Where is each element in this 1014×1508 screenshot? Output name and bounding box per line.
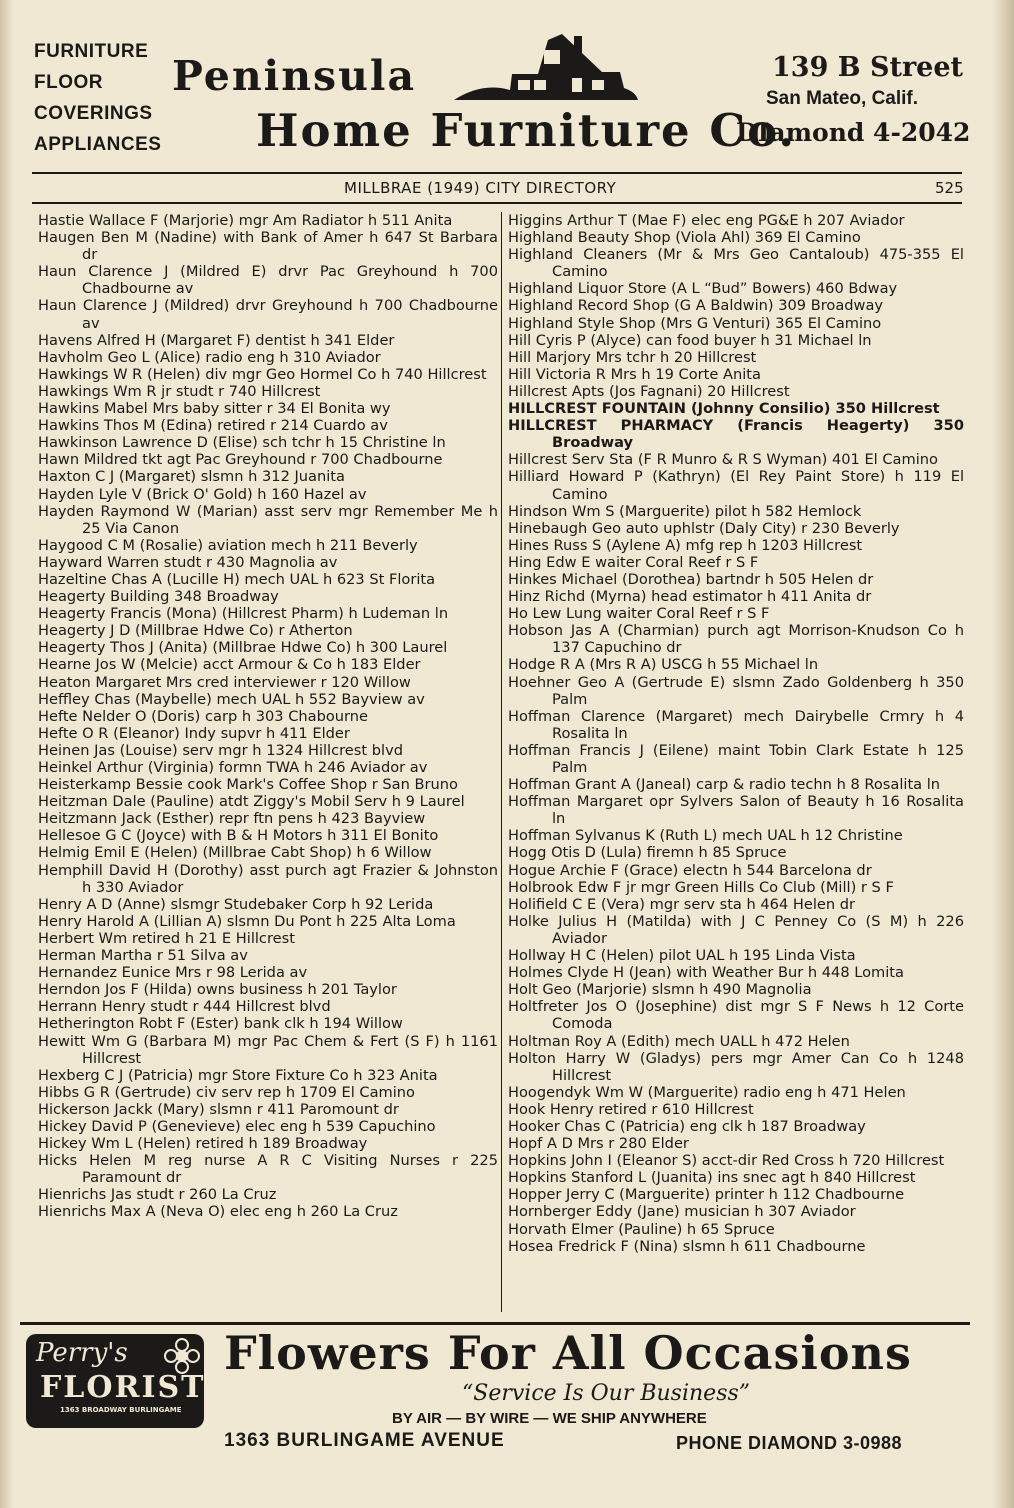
directory-entry: Hellesoe G C (Joyce) with B & H Motors h 311 El Bonito	[38, 827, 439, 845]
florist-logo-name: Perry's	[36, 1338, 128, 1368]
florist-delivery: BY AIR — BY WIRE — WE SHIP ANYWHERE	[392, 1410, 707, 1427]
directory-entry: Horvath Elmer (Pauline) h 65 Spruce	[508, 1220, 775, 1238]
store-city: San Mateo, Calif.	[766, 88, 919, 109]
florist-slogan: “Service Is Our Business”	[462, 1381, 751, 1406]
directory-entry: Hing Edw E waiter Coral Reef r S F	[508, 553, 759, 571]
column-divider	[501, 212, 502, 1312]
directory-entry: Herndon Jos F (Hilda) owns business h 201 Taylor	[38, 981, 397, 999]
directory-entry: Hayward Warren studt r 430 Magnolia av	[38, 553, 338, 571]
directory-entry: Henry Harold A (Lillian A) slsmn Du Pont h 225 Alta Loma	[38, 912, 456, 930]
directory-entry: Hook Henry retired r 610 Hillcrest	[508, 1100, 754, 1118]
directory-entry: Haugen Ben M (Nadine) with Bank of Amer h 647 St Barbara dr	[38, 229, 498, 264]
florist-logo-address: 1363 BROADWAY BURLINGAME	[60, 1406, 182, 1414]
directory-entry: Hoffman Grant A (Janeal) carp & radio techn h 8 Rosalita ln	[508, 776, 941, 794]
directory-entry: Holtfreter Jos O (Josephine) dist mgr S F News h 12 Corte Comoda	[508, 998, 964, 1033]
store-phone: DIamond 4-2042	[736, 118, 971, 147]
directory-entry: Hexberg C J (Patricia) mgr Store Fixture Co h 323 Anita	[38, 1066, 438, 1084]
directory-entry: Henry A D (Anne) slsmgr Studebaker Corp h 92 Lerida	[38, 895, 434, 913]
directory-entry: Hornberger Eddy (Jane) musician h 307 Aviador	[508, 1203, 856, 1221]
page-edge	[992, 0, 1014, 1508]
directory-entry: Hickey David P (Genevieve) elec eng h 539 Capuchino	[38, 1117, 436, 1135]
page-number: 525	[935, 179, 964, 197]
directory-entry: Hopkins John I (Eleanor S) acct-dir Red Cross h 720 Hillcrest	[508, 1152, 945, 1170]
directory-entry: Hawkings Wm R jr studt r 740 Hillcrest	[38, 382, 321, 400]
directory-entry: Heaton Margaret Mrs cred interviewer r 120 Willow	[38, 673, 411, 691]
florist-logo-word: FLORIST	[40, 1370, 206, 1405]
directory-entry: Haun Clarence J (Mildred) drvr Greyhound h 700 Chadbourne av	[38, 297, 498, 332]
directory-entry: Hopper Jerry C (Marguerite) printer h 112 Chadbourne	[508, 1186, 905, 1204]
category-coverings: COVERINGS	[34, 103, 153, 124]
directory-entry: Hicks Helen M reg nurse A R C Visiting Nurses r 225 Paramount dr	[38, 1152, 498, 1187]
header-rule-lower	[32, 202, 962, 204]
directory-entry: Hawkins Mabel Mrs baby sitter r 34 El Bonita wy	[38, 400, 391, 418]
directory-entry: Haxton C J (Margaret) slsmn h 312 Juanita	[38, 468, 345, 486]
directory-entry: Hibbs G R (Gertrude) civ serv rep h 1709 El Camino	[38, 1083, 415, 1101]
directory-entry: Hilliard Howard P (Kathryn) (El Rey Paint Store) h 119 El Camino	[508, 468, 964, 503]
directory-entry: Hayden Lyle V (Brick O' Gold) h 160 Hazel av	[38, 485, 367, 503]
directory-entry: Hinz Richd (Myrna) head estimator h 411 Anita dr	[508, 588, 872, 606]
directory-entry: Hawkins Thos M (Edina) retired r 214 Cuardo av	[38, 417, 388, 435]
directory-entry: Hindson Wm S (Marguerite) pilot h 582 Hemlock	[508, 502, 862, 520]
directory-entry: Herman Martha r 51 Silva av	[38, 947, 248, 965]
store-address: 139 B Street	[772, 52, 964, 83]
directory-entry: Hobson Jas A (Charmian) purch agt Morrison-Knudson Co h 137 Capuchino dr	[508, 622, 964, 657]
flower-icon	[164, 1338, 200, 1374]
directory-entry: Holtman Roy A (Edith) mech UALL h 472 Helen	[508, 1032, 850, 1050]
directory-entry: Hopkins Stanford L (Juanita) ins snec agt h 840 Hillcrest	[508, 1169, 916, 1187]
directory-entry: Heinen Jas (Louise) serv mgr h 1324 Hillcrest blvd	[38, 741, 403, 759]
directory-entry: Heitzman Dale (Pauline) atdt Ziggy's Mobil Serv h 9 Laurel	[38, 793, 465, 811]
running-head-title: MILLBRAE (1949) CITY DIRECTORY	[344, 179, 617, 197]
directory-entry: Highland Record Shop (G A Baldwin) 309 Broadway	[508, 297, 884, 315]
directory-entry: Hinebaugh Geo auto uphlstr (Daly City) r 230 Beverly	[508, 519, 900, 537]
directory-column-left	[38, 212, 498, 1221]
category-floor: FLOOR	[34, 72, 103, 93]
directory-entry: Highland Liquor Store (A L “Bud” Bowers) 460 Bdway	[508, 280, 898, 298]
directory-entry: Hollway H C (Helen) pilot UAL h 195 Linda Vista	[508, 947, 856, 965]
directory-entry: Hastie Wallace F (Marjorie) mgr Am Radiator h 511 Anita	[38, 212, 453, 229]
directory-entry: Hefte O R (Eleanor) Indy supvr h 411 Elder	[38, 724, 350, 742]
directory-entry: Havholm Geo L (Alice) radio eng h 310 Aviador	[38, 348, 381, 366]
directory-entry: Hawn Mildred tkt agt Pac Greyhound r 700 Chadbourne	[38, 451, 443, 469]
directory-entry: Hemphill David H (Dorothy) asst purch agt Frazier & Johnston h 330 Aviador	[38, 861, 498, 896]
directory-entry: Hoogendyk Wm W (Marguerite) radio eng h 471 Helen	[508, 1083, 906, 1101]
directory-entry: Holbrook Edw F jr mgr Green Hills Co Club (Mill) r S F	[508, 878, 894, 896]
directory-entry: Hillcrest Apts (Jos Fagnani) 20 Hillcrest	[508, 382, 790, 400]
directory-entry: Hayden Raymond W (Marian) asst serv mgr Remember Me h 25 Via Canon	[38, 502, 498, 537]
directory-entry: Hoffman Margaret opr Sylvers Salon of Beauty h 16 Rosalita ln	[508, 793, 964, 828]
directory-entry: Herbert Wm retired h 21 E Hillcrest	[38, 929, 295, 947]
directory-entry: Hoffman Clarence (Margaret) mech Dairybelle Crmry h 4 Rosalita ln	[508, 707, 964, 742]
directory-entry: Heagerty J D (Millbrae Hdwe Co) r Atherton	[38, 622, 353, 640]
directory-entry: Holton Harry W (Gladys) pers mgr Amer Can Co h 1248 Hillcrest	[508, 1049, 964, 1084]
header-rule	[32, 172, 962, 174]
directory-entry: Hines Russ S (Aylene A) mfg rep h 1203 Hillcrest	[508, 536, 863, 554]
footer-rule	[20, 1322, 970, 1325]
directory-entry: Heagerty Francis (Mona) (Hillcrest Pharm) h Ludeman ln	[38, 605, 449, 623]
directory-entry: Holke Julius H (Matilda) with J C Penney Co (S M) h 226 Aviador	[508, 912, 964, 947]
directory-entry: Heffley Chas (Maybelle) mech UAL h 552 Bayview av	[38, 690, 425, 708]
directory-column-right	[508, 212, 964, 1255]
directory-entry: Hoehner Geo A (Gertrude E) slsmn Zado Goldenberg h 350 Palm	[508, 673, 964, 708]
directory-entry: Hill Victoria R Mrs h 19 Corte Anita	[508, 365, 761, 383]
directory-entry: Hienrichs Jas studt r 260 La Cruz	[38, 1186, 277, 1204]
directory-entry: Hogue Archie F (Grace) electn h 544 Barcelona dr	[508, 861, 872, 879]
directory-entry: Hawkinson Lawrence D (Elise) sch tchr h 15 Christine ln	[38, 434, 446, 452]
directory-entry: Highland Cleaners (Mr & Mrs Geo Cantaloub) 475-355 El Camino	[508, 246, 964, 281]
directory-entry: Holmes Clyde H (Jean) with Weather Bur h 448 Lomita	[508, 964, 904, 982]
florist-phone: PHONE DIAMOND 3-0988	[676, 1433, 903, 1453]
directory-entry: Hogg Otis D (Lula) firemn h 85 Spruce	[508, 844, 787, 862]
directory-entry: Hill Cyris P (Alyce) can food buyer h 31 Michael ln	[508, 331, 872, 349]
directory-entry: Hickey Wm L (Helen) retired h 189 Broadway	[38, 1135, 368, 1153]
directory-entry: Higgins Arthur T (Mae F) elec eng PG&E h 207 Aviador	[508, 212, 905, 229]
house-illustration-icon	[452, 30, 640, 104]
directory-entry: Hooker Chas C (Patricia) eng clk h 187 Broadway	[508, 1117, 866, 1135]
florist-logo	[26, 1334, 204, 1428]
directory-entry: Helmig Emil E (Helen) (Millbrae Cabt Shop) h 6 Willow	[38, 844, 432, 862]
directory-entry: Heitzmann Jack (Esther) repr ftn pens h 423 Bayview	[38, 810, 426, 828]
directory-entry: Hickerson Jackk (Mary) slsmn r 411 Paromount dr	[38, 1100, 399, 1118]
directory-entry: Havens Alfred H (Margaret F) dentist h 341 Elder	[38, 331, 395, 349]
directory-entry: HILLCREST FOUNTAIN (Johnny Consilio) 350 Hillcrest	[508, 400, 940, 418]
directory-entry: Hazeltine Chas A (Lucille H) mech UAL h 623 St Florita	[38, 570, 436, 588]
directory-entry: Hinkes Michael (Dorothea) bartndr h 505 Helen dr	[508, 570, 874, 588]
directory-entry: Heagerty Building 348 Broadway	[38, 588, 279, 606]
directory-entry: Holt Geo (Marjorie) slsmn h 490 Magnolia	[508, 981, 812, 999]
directory-entry: Hawkings W R (Helen) div mgr Geo Hormel Co h 740 Hillcrest	[38, 365, 487, 383]
directory-entry: Highland Beauty Shop (Viola Ahl) 369 El Camino	[508, 229, 861, 247]
directory-entry: Hewitt Wm G (Barbara M) mgr Pac Chem & Fert (S F) h 1161 Hillcrest	[38, 1032, 498, 1067]
directory-entry: Hernandez Eunice Mrs r 98 Lerida av	[38, 964, 308, 982]
directory-entry: Heinkel Arthur (Virginia) formn TWA h 246 Aviador av	[38, 759, 428, 776]
spine-shadow	[0, 0, 14, 1508]
directory-entry: Highland Style Shop (Mrs G Venturi) 365 El Camino	[508, 314, 882, 332]
directory-entry: Hodge R A (Mrs R A) USCG h 55 Michael ln	[508, 656, 819, 674]
directory-entry: Hill Marjory Mrs tchr h 20 Hillcrest	[508, 348, 757, 366]
directory-entry: Hopf A D Mrs r 280 Elder	[508, 1135, 689, 1153]
directory-entry: HILLCREST PHARMACY (Francis Heagerty) 350 Broadway	[508, 417, 964, 452]
directory-entry: Hienrichs Max A (Neva O) elec eng h 260 La Cruz	[38, 1203, 398, 1221]
directory-entry: Hetherington Robt F (Ester) bank clk h 194 Willow	[38, 1015, 403, 1033]
company-name-line1: Peninsula	[172, 52, 417, 100]
florist-address: 1363 BURLINGAME AVENUE	[224, 1430, 505, 1451]
directory-entry: Hefte Nelder O (Doris) carp h 303 Chabourne	[38, 707, 369, 725]
florist-headline: Flowers For All Occasions	[224, 1326, 912, 1380]
company-name-line2: Home Furniture Co.	[256, 104, 797, 157]
category-list	[34, 36, 161, 160]
directory-entry: Hillcrest Serv Sta (F R Munro & R S Wyman) 401 El Camino	[508, 451, 938, 469]
directory-entry: Heagerty Thos J (Anita) (Millbrae Hdwe Co) h 300 Laurel	[38, 639, 448, 657]
category-appliances: APPLIANCES	[34, 134, 162, 155]
directory-entry: Haun Clarence J (Mildred E) drvr Pac Greyhound h 700 Chadbourne av	[38, 263, 498, 298]
directory-entry: Herrann Henry studt r 444 Hillcrest blvd	[38, 998, 331, 1016]
category-furniture: FURNITURE	[34, 41, 149, 62]
directory-entry: Hosea Fredrick F (Nina) slsmn h 611 Chadbourne	[508, 1237, 866, 1255]
directory-entry: Hoffman Sylvanus K (Ruth L) mech UAL h 12 Christine	[508, 827, 903, 845]
directory-entry: Hearne Jos W (Melcie) acct Armour & Co h 183 Elder	[38, 656, 421, 674]
top-advertisement	[0, 0, 1014, 178]
directory-entry: Haygood C M (Rosalie) aviation mech h 211 Beverly	[38, 536, 418, 554]
directory-entry: Ho Lew Lung waiter Coral Reef r S F	[508, 605, 770, 623]
directory-entry: Holifield C E (Vera) mgr serv sta h 464 Helen dr	[508, 895, 856, 913]
directory-entry: Heisterkamp Bessie cook Mark's Coffee Shop r San Bruno	[38, 776, 458, 794]
directory-entry: Hoffman Francis J (Eilene) maint Tobin Clark Estate h 125 Palm	[508, 741, 964, 776]
